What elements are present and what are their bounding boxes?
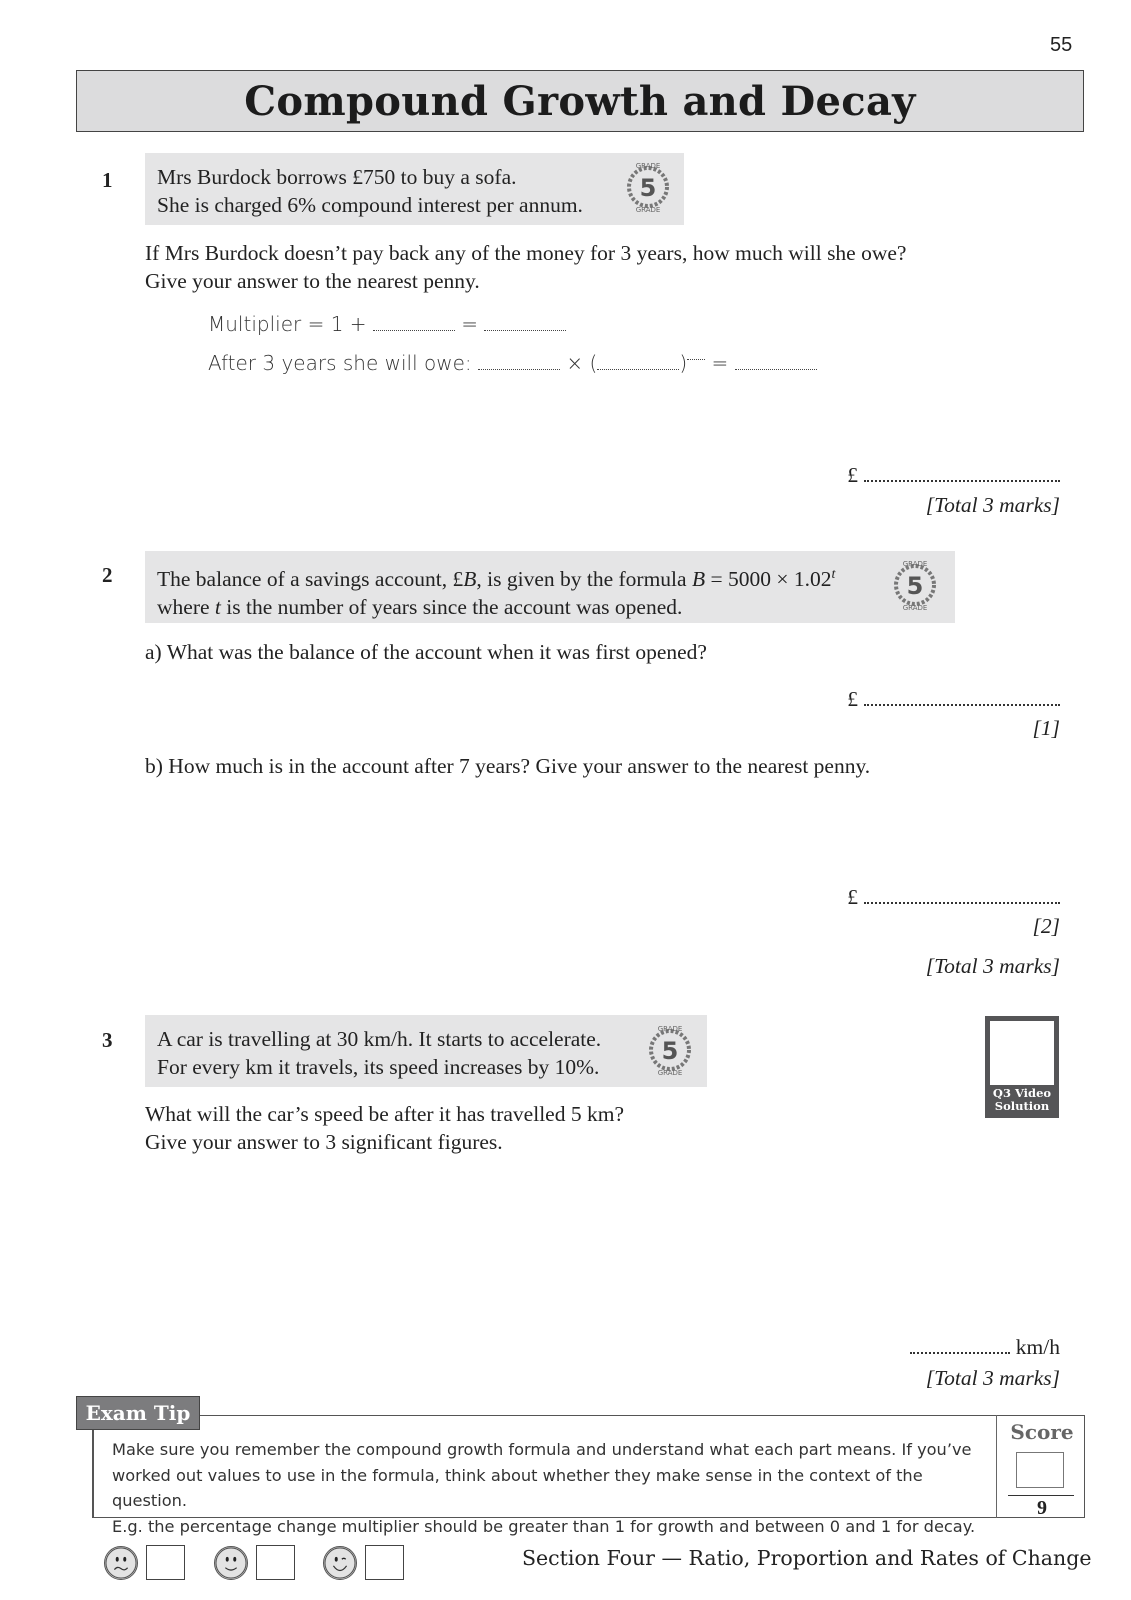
- question-box: [145, 551, 955, 623]
- answer-field[interactable]: [864, 686, 1060, 706]
- grade-5-badge-icon: [621, 160, 675, 214]
- blank-field[interactable]: [484, 312, 566, 331]
- part-text: What was the balance of the account when it was first opened?: [166, 640, 707, 664]
- answer-field[interactable]: [864, 884, 1060, 904]
- times-sign: ×: [566, 351, 584, 375]
- unit-label: km/h: [1015, 1335, 1060, 1359]
- score-label: Score: [1010, 1420, 1074, 1444]
- question-text-line: For every km it travels, its speed increases by 10%.: [157, 1055, 600, 1079]
- answer-line: [860, 1334, 1060, 1360]
- svg-text:GRADE: GRADE: [657, 1025, 683, 1033]
- blank-field[interactable]: [735, 351, 817, 370]
- paren: ): [679, 351, 688, 375]
- blank-field[interactable]: [597, 351, 679, 370]
- exam-tip-heading: Exam Tip: [76, 1396, 200, 1430]
- svg-text:GRADE: GRADE: [657, 1069, 683, 1077]
- question-text-line: where t is the number of years since the account was opened.: [157, 595, 683, 620]
- answer-field[interactable]: [910, 1334, 1010, 1354]
- self-assessment-checkbox[interactable]: [365, 1545, 404, 1580]
- score-input[interactable]: [1016, 1452, 1064, 1488]
- question-box: [145, 1015, 707, 1087]
- total-marks: [Total 3 marks]: [925, 954, 1060, 978]
- exponent-blank[interactable]: [687, 351, 705, 360]
- video-solution-label: Q3 Video Solution: [992, 1086, 1052, 1113]
- total-marks: [Total 3 marks]: [925, 493, 1060, 517]
- paren: (: [589, 351, 598, 375]
- blank-field[interactable]: [478, 351, 560, 370]
- pound-sign: £: [847, 885, 858, 909]
- prompt-line: Give your answer to 3 significant figures.: [145, 1130, 503, 1154]
- pound-sign: £: [847, 687, 858, 711]
- equals-sign: =: [461, 312, 479, 336]
- answer-line: [820, 884, 1060, 910]
- part-label: b): [145, 754, 163, 778]
- answer-field[interactable]: [864, 462, 1060, 482]
- video-solution-button[interactable]: [985, 1016, 1059, 1118]
- question-part-b: [145, 752, 870, 780]
- svg-text:5: 5: [661, 1037, 679, 1065]
- question-number: 2: [102, 563, 113, 587]
- question-prompt: [145, 239, 906, 295]
- self-assessment-checkbox[interactable]: [146, 1545, 185, 1580]
- happy-face-icon: [323, 1546, 357, 1580]
- score-total: 9: [1037, 1497, 1047, 1519]
- question-text-line: She is charged 6% compound interest per annum.: [157, 193, 583, 217]
- question-text-line: A car is travelling at 30 km/h. It starts to accelerate.: [157, 1027, 602, 1051]
- answer-line: [820, 686, 1060, 712]
- scaffold-label: Multiplier = 1 +: [208, 312, 367, 336]
- page-number: 55: [1050, 34, 1073, 56]
- part-marks: [2]: [1032, 914, 1060, 938]
- prompt-line: What will the car’s speed be after it has travelled 5 km?: [145, 1102, 624, 1126]
- equals-sign: =: [711, 351, 729, 375]
- prompt-line: Give your answer to the nearest penny.: [145, 269, 480, 293]
- prompt-line: If Mrs Burdock doesn’t pay back any of the money for 3 years, how much will she owe?: [145, 241, 907, 265]
- grade-5-badge-icon: [643, 1023, 697, 1077]
- tip-line: E.g. the percentage change multiplier should be greater than 1 for growth and between 0 and 1 for decay.: [112, 1516, 976, 1536]
- neutral-face-icon: [214, 1546, 248, 1580]
- answer-line: [820, 462, 1060, 488]
- svg-text:GRADE: GRADE: [902, 560, 928, 568]
- question-text-line: Mrs Burdock borrows £750 to buy a sofa.: [157, 165, 517, 189]
- grade-5-badge-icon: [888, 558, 942, 612]
- section-footer: Section Four — Ratio, Proportion and Rates of Change: [522, 1546, 1092, 1570]
- scaffold-label: After 3 years she will owe:: [208, 351, 472, 375]
- pound-sign: £: [847, 463, 858, 487]
- svg-text:5: 5: [639, 174, 657, 202]
- part-text: How much is in the account after 7 years? Give your answer to the nearest penny.: [168, 754, 871, 778]
- question-prompt: [145, 1100, 624, 1156]
- tip-line: Make sure you remember the compound growth formula and understand what each part means. If you’ve: [112, 1440, 972, 1459]
- page-title: Compound Growth and Decay: [244, 77, 916, 125]
- svg-text:5: 5: [906, 572, 924, 600]
- owed-scaffold: [208, 351, 817, 375]
- score-divider-line: [1008, 1495, 1074, 1496]
- question-part-a: [145, 638, 707, 666]
- svg-text:GRADE: GRADE: [635, 162, 661, 170]
- part-label: a): [145, 640, 162, 664]
- total-marks: [Total 3 marks]: [925, 1366, 1060, 1390]
- sad-face-icon: [104, 1546, 138, 1580]
- title-bar: [76, 70, 1084, 132]
- tip-line: worked out values to use in the formula, think about whether they make sense in the context of the question.: [112, 1465, 923, 1510]
- exam-tip-text: [112, 1437, 982, 1539]
- svg-text:GRADE: GRADE: [635, 206, 661, 214]
- blank-field[interactable]: [373, 312, 455, 331]
- score-divider: [996, 1415, 997, 1518]
- question-number: 1: [102, 168, 113, 192]
- self-assessment-checkbox[interactable]: [256, 1545, 295, 1580]
- question-number: 3: [102, 1028, 113, 1052]
- qr-code-icon: [990, 1021, 1054, 1085]
- multiplier-scaffold: [208, 312, 566, 336]
- question-text-line: The balance of a savings account, £B, is given by the formula $B = 5000 \times 1.02^t$: [157, 567, 836, 592]
- svg-text:GRADE: GRADE: [902, 604, 928, 612]
- question-box: [145, 153, 684, 225]
- part-marks: [1]: [1032, 716, 1060, 740]
